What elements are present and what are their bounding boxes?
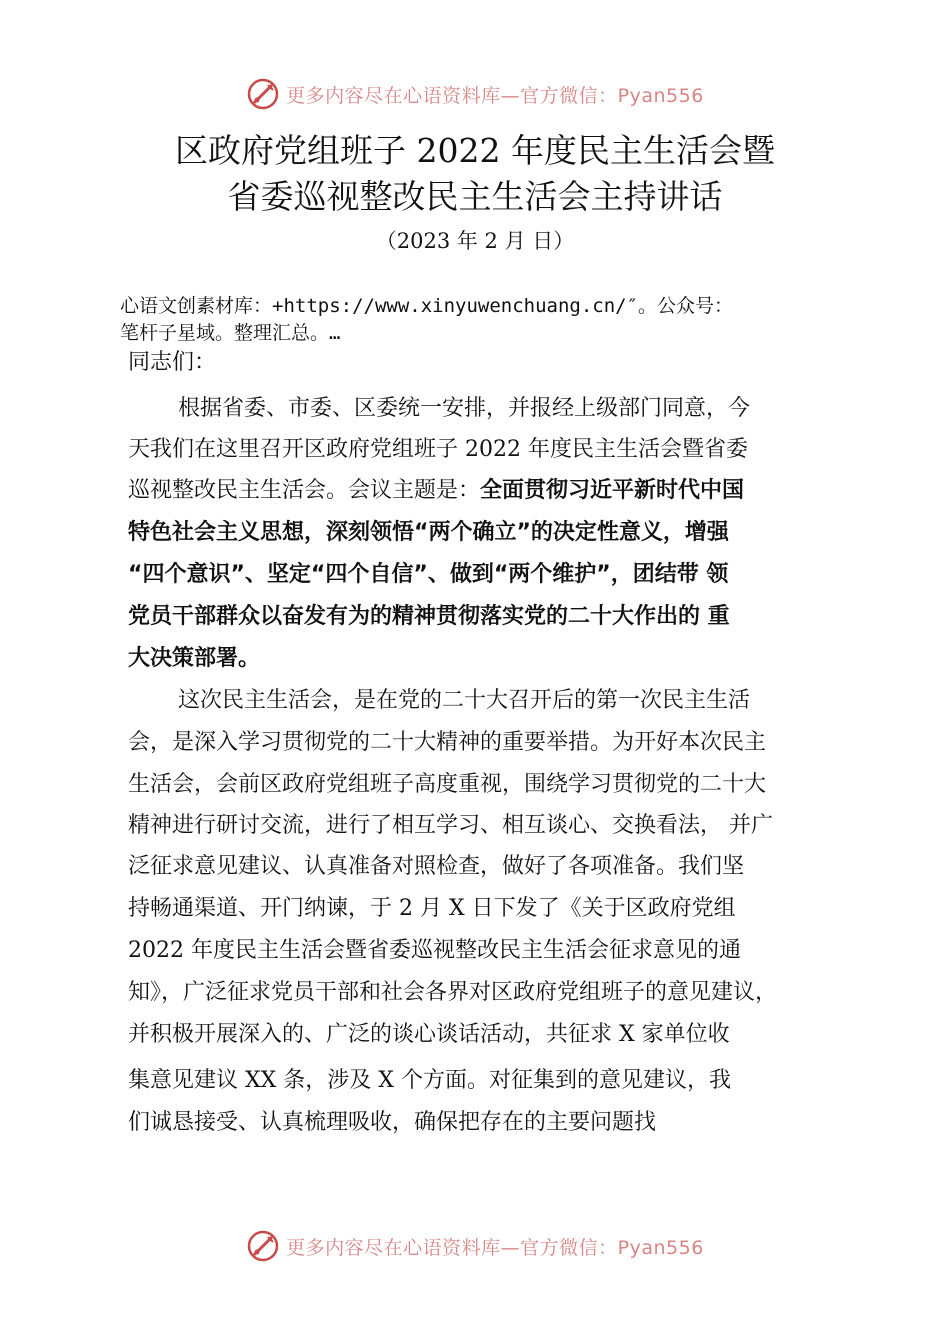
paragraph-1-bold-line-4: 大决策部署。 [128,646,261,671]
pen-logo-icon [246,77,280,111]
title-line-2: 省委巡视整改民主生活会主持讲话 [227,177,723,216]
title-line-1: 区政府党组班子 2022 年度民主生活会暨 [175,131,775,170]
header-watermark [0,74,950,114]
paragraph-1-bold-line-3: 党员干部群众以奋发有为的精神贯彻落实党的二十大作出的 重 [128,604,730,629]
paragraph-2-line-11: 们诚恳接受、认真梳理吸收，确保把存在的主要问题找 [128,1110,657,1135]
paragraph-2-line-9: 并积极开展深入的、广泛的谈心谈话活动，共征求 X 家单位收 [128,1022,730,1047]
greeting: 同志们： [128,350,217,375]
paragraph-1-bold-line-1: 特色社会主义思想，深刻领悟“两个确立”的决定性意义，增强 [128,520,729,545]
pen-logo-icon [246,1229,280,1263]
source-note-line-2: 笔杆子星域。整理汇总。… [120,322,341,344]
paragraph-1-line-3 [128,476,858,506]
paragraph-2-line-7: 2022 年度民主生活会暨省委巡视整改民主生活会征求意见的通 [128,938,741,963]
paragraph-1-line-2: 天我们在这里召开区政府党组班子 2022 年度民主生活会暨省委 [128,437,748,462]
paragraph-1-bold-line-2: “四个意识”、坚定“四个自信”、做到“两个维护”，团结带 领 [128,562,729,587]
document-date: （2023 年 2 月 日） [375,229,575,253]
paragraph-2-line-3: 生活会，会前区政府党组班子高度重视，围绕学习贯彻党的二十大 [128,772,767,797]
paragraph-2-line-2: 会，是深入学习贯彻党的二十大精神的重要举措。为开好本次民主 [128,730,767,755]
footer-watermark [0,1226,950,1266]
paragraph-2-line-4: 精神进行研讨交流，进行了相互学习、相互谈心、交换看法， 并广 [128,813,773,838]
watermark-text: 更多内容尽在心语资料库—官方微信：Pyan556 [286,84,704,107]
paragraph-2-line-5: 泛征求意见建议、认真准备对照检查，做好了各项准备。我们坚 [128,854,745,879]
paragraph-2-line-1: 这次民主生活会，是在党的二十大召开后的第一次民主生活 [178,688,751,713]
paragraph-1-line-1: 根据省委、市委、区委统一安排，并报经上级部门同意，今 [178,396,751,421]
source-note-line-1: 心语文创素材库：+https://www.xinyuwenchuang.cn/″。公众号： [120,295,734,317]
watermark-text: 更多内容尽在心语资料库—官方微信：Pyan556 [286,1236,704,1259]
paragraph-2-line-10: 集意见建议 XX 条，涉及 X 个方面。对征集到的意见建议，我 [128,1068,731,1093]
paragraph-2-line-8: 知》，广泛征求党员干部和社会各界对区政府党组班子的意见建议， [128,980,778,1005]
paragraph-1-bold-start: 全面贯彻习近平新时代中国 [480,478,745,503]
paragraph-2-line-6: 持畅通渠道、开门纳谏，于 2 月 X 日下发了《关于区政府党组 [128,896,736,921]
paragraph-1-text: 巡视整改民主生活会。会议主题是： [128,478,481,503]
